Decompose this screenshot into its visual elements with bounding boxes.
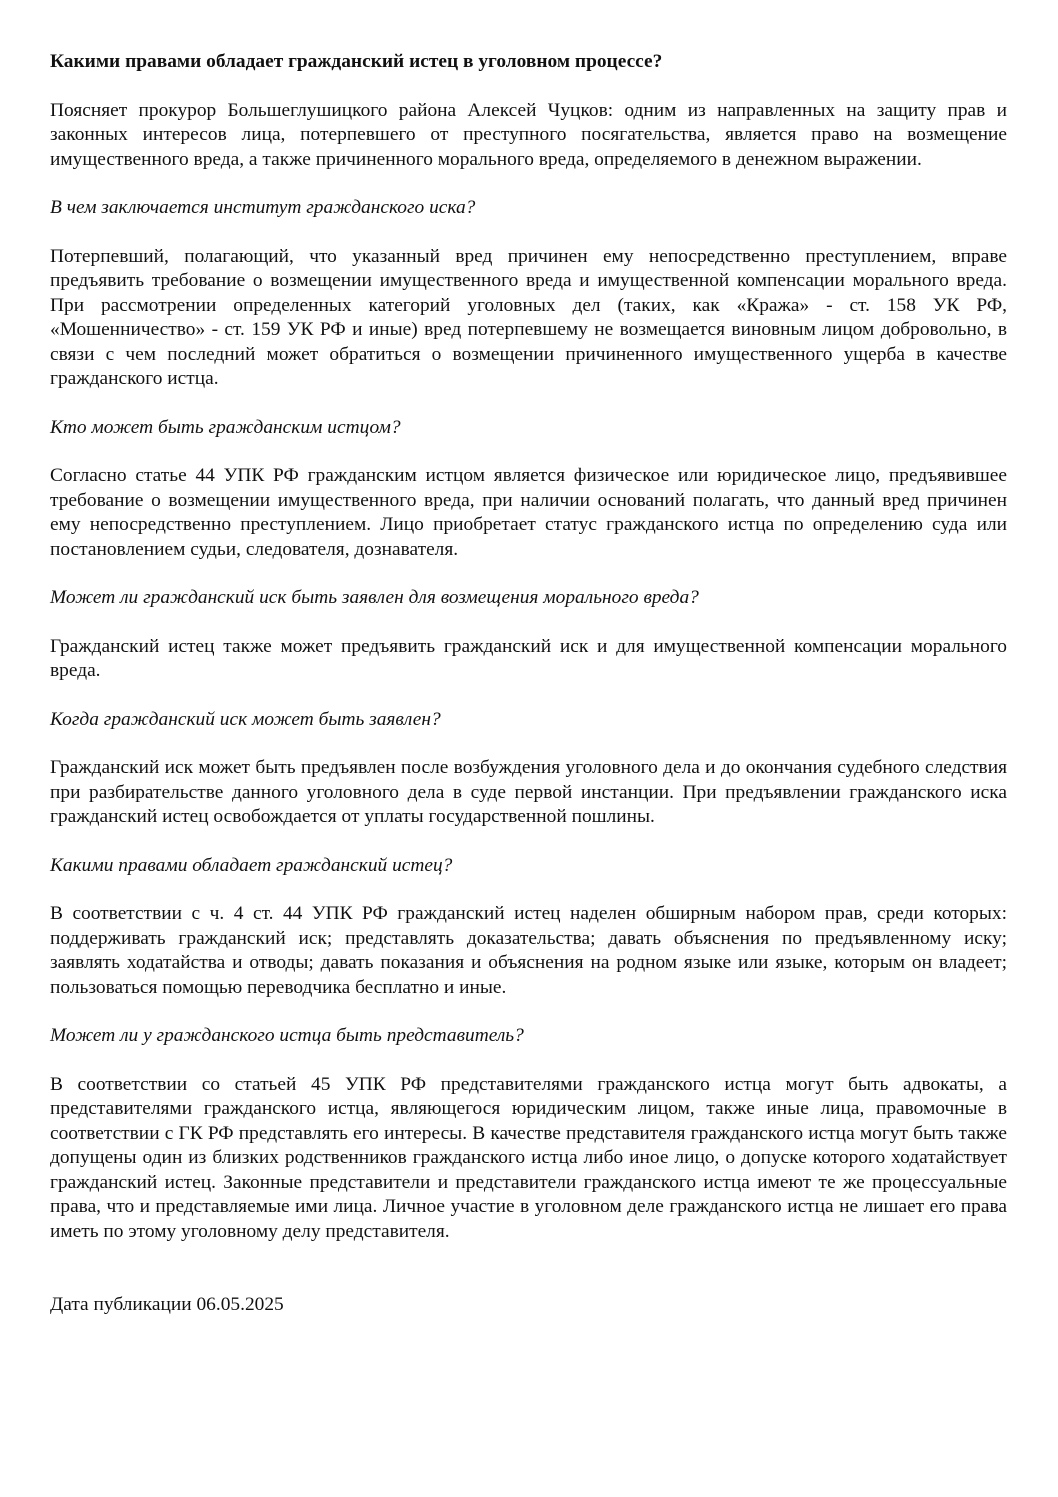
section-question: Может ли гражданский иск быть заявлен для возмещения морального вреда? <box>50 587 699 608</box>
section-answer: Гражданский иск может быть предъявлен после возбуждения уголовного дела и до окончания судебного следствия при разбирательстве данного уголовного дела в суде первой инстанции. При предъявлении гражданского иска гражданский истец освобождается от уплаты государственной пошлины. <box>50 757 1007 827</box>
section-answer: В соответствии со статьей 45 УПК РФ представителями гражданского истца могут быть адвокаты, а представителями гражданского истца, являющегося юридическим лицом, также иные лица, правомочные в соответствии с ГК РФ представлять его интересы. В качестве представителя гражданского истца могут быть также допущены один из близких родственников гражданского истца либо иное лицо, о допуске которого ходатайствует гражданский истец. Законные представители и представители гражданского истца имеют те же процессуальные права, что и представляемые ими лица. Личное участие в уголовном деле гражданского истца не лишает его права иметь по этому уголовному делу представителя. <box>50 1073 1007 1242</box>
section-question: Когда гражданский иск может быть заявлен? <box>50 708 441 730</box>
document-title: Какими правами обладает гражданский истец в уголовном процессе? <box>50 51 663 72</box>
publication-date: Дата публикации 06.05.2025 <box>50 1294 284 1315</box>
section-question: Кто может быть гражданским истцом? <box>50 416 401 438</box>
section-answer: Потерпевший, полагающий, что указанный вред причинен ему непосредственно преступлением, вправе предъявить требование о возмещении имущественного вреда и имущественной компенсации морального вреда. При рассмотрении определенных категорий уголовных дел (таких, как «Кража» - ст. 158 УК РФ, «Мошенничество» - ст. 159 УК РФ и иные) вред потерпевшему не возмещается виновным лицом добровольно, в связи с чем последний может обратиться о возмещении причиненного имущественного ущерба в качестве гражданского истца. <box>50 245 1007 389</box>
section-answer: Гражданский истец также может предъявить гражданский иск и для имущественной компенсации морального вреда. <box>50 635 1007 681</box>
section-answer: Согласно статье 44 УПК РФ гражданским истцом является физическое или юридическое лицо, предъявившее требование о возмещении имущественного вреда, при наличии оснований полагать, что данный вред причинен ему непосредственно преступлением. Лицо приобретает статус гражданского истца по определению суда или постановлением судьи, следователя, дознавателя. <box>50 465 1007 560</box>
section-question: Какими правами обладает гражданский истец? <box>50 854 453 876</box>
section-question: В чем заключается институт гражданского иска? <box>50 197 476 218</box>
intro-paragraph: Поясняет прокурор Большеглушицкого района Алексей Чуцков: одним из направленных на защиту прав и законных интересов лица, потерпевшего от преступного посягательства, является право на возмещение имущественного вреда, а также причиненного морального вреда, определяемого в денежном выражении. <box>50 99 1007 170</box>
document-page <box>50 50 1007 1318</box>
section-answer: В соответствии с ч. 4 ст. 44 УПК РФ гражданский истец наделен обширным набором прав, среди которых: поддерживать гражданский иск; представлять доказательства; давать объяснения по предъявленному иску; заявлять ходатайства и отводы; давать показания и объяснения на родном языке или языке, которым он владеет; пользоваться помощью переводчика бесплатно и иные. <box>50 903 1007 998</box>
section-question: Может ли у гражданского истца быть представитель? <box>50 1025 524 1046</box>
